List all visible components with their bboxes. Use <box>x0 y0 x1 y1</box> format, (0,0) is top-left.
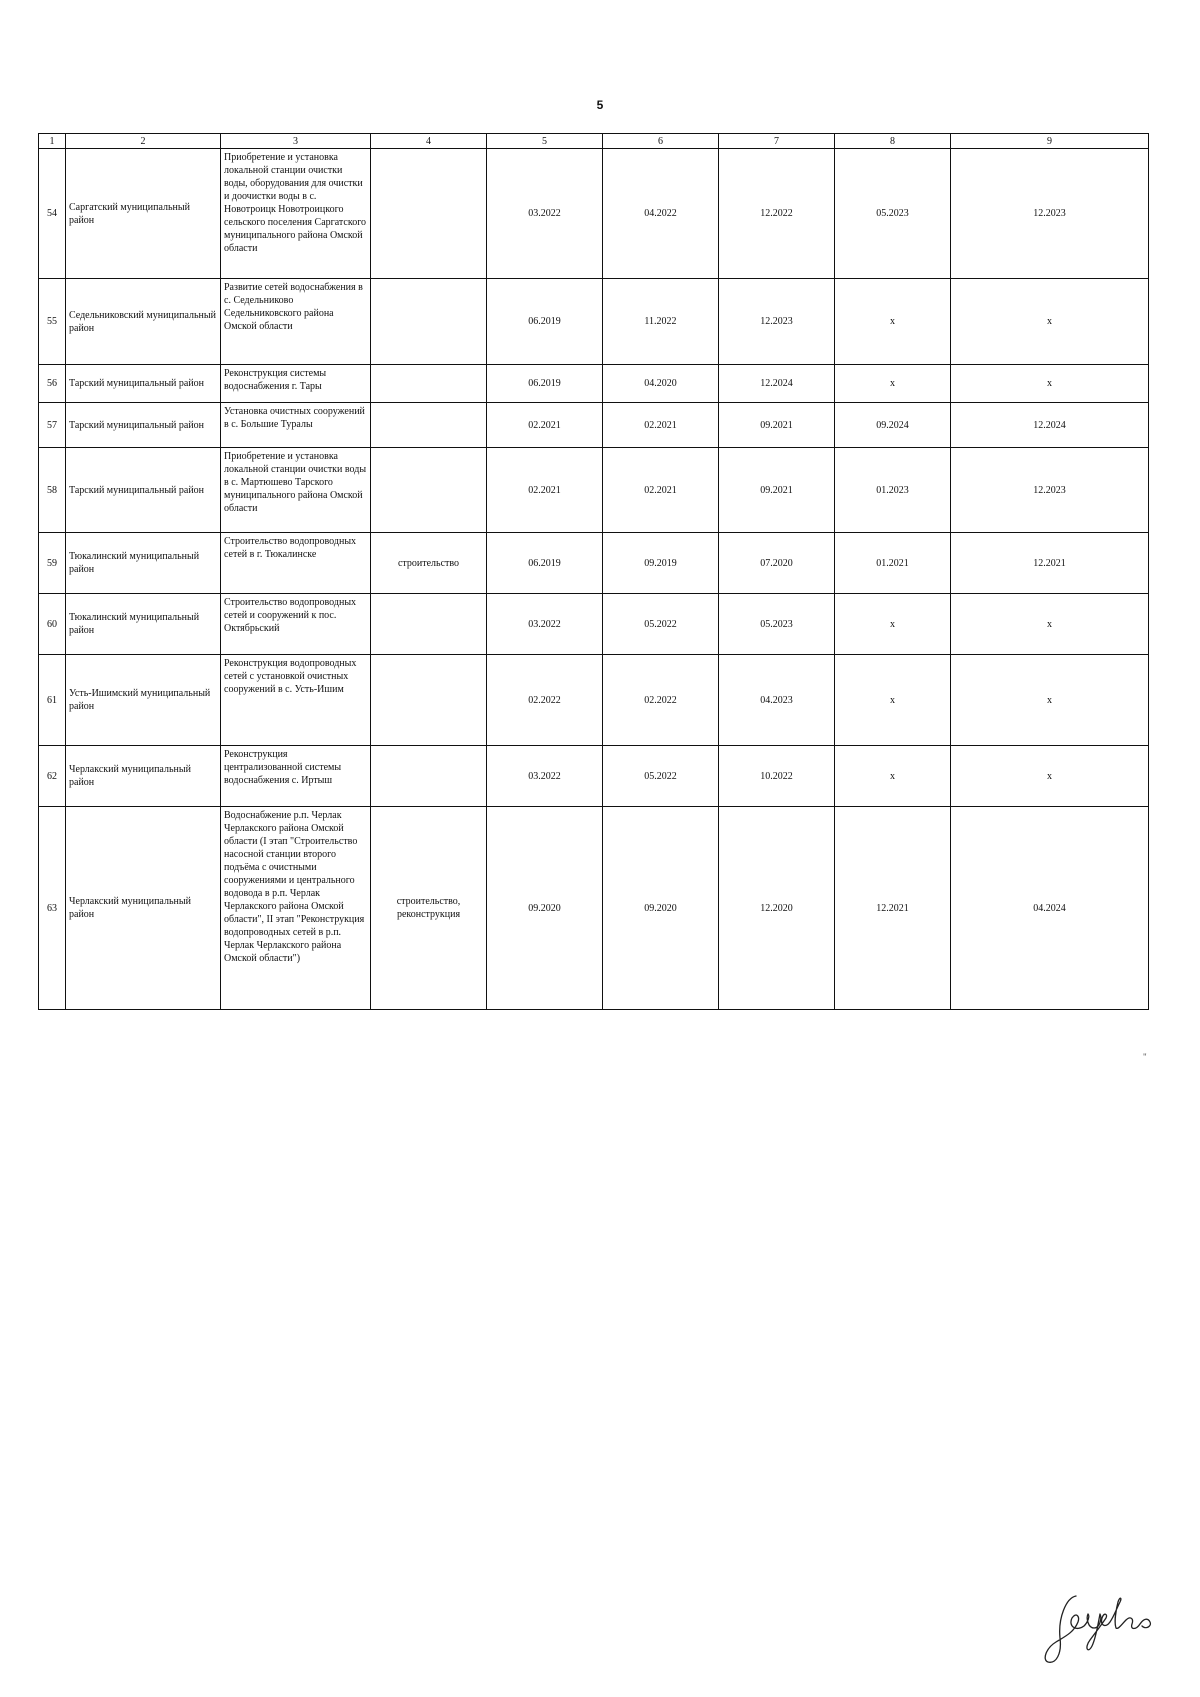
row-number: 57 <box>39 403 66 448</box>
date-cell: 09.2021 <box>719 403 835 448</box>
table-row <box>39 149 1149 279</box>
object-cell: Реконструкция системы водоснабжения г. Тары <box>221 365 371 403</box>
column-number: 2 <box>66 134 221 149</box>
row-number: 61 <box>39 655 66 746</box>
work-type-cell <box>371 149 487 279</box>
table-row <box>39 655 1149 746</box>
district-cell: Тарский муниципальный район <box>66 448 221 533</box>
district-cell: Усть-Ишимский муниципальный район <box>66 655 221 746</box>
row-number: 59 <box>39 533 66 594</box>
page-number: 5 <box>596 98 604 112</box>
column-number: 5 <box>487 134 603 149</box>
table-row <box>39 403 1149 448</box>
date-cell: 02.2022 <box>487 655 603 746</box>
date-cell: x <box>835 279 951 365</box>
work-type-cell <box>371 594 487 655</box>
row-number: 63 <box>39 807 66 1010</box>
date-cell: 02.2021 <box>603 403 719 448</box>
date-cell: x <box>835 365 951 403</box>
date-cell: 12.2021 <box>835 807 951 1010</box>
work-type-cell <box>371 403 487 448</box>
date-cell: 12.2020 <box>719 807 835 1010</box>
district-cell: Черлакский муниципальный район <box>66 807 221 1010</box>
date-cell: 09.2024 <box>835 403 951 448</box>
district-cell: Тюкалинский муниципальный район <box>66 594 221 655</box>
column-number: 4 <box>371 134 487 149</box>
work-type-cell <box>371 655 487 746</box>
date-cell: x <box>951 594 1149 655</box>
date-cell: 12.2024 <box>719 365 835 403</box>
date-cell: 12.2023 <box>719 279 835 365</box>
date-cell: 04.2024 <box>951 807 1149 1010</box>
work-type-cell <box>371 279 487 365</box>
row-number: 56 <box>39 365 66 403</box>
date-cell: 09.2021 <box>719 448 835 533</box>
date-cell: 04.2020 <box>603 365 719 403</box>
work-type-cell <box>371 448 487 533</box>
scan-mark: " <box>1143 1052 1147 1062</box>
date-cell: 12.2023 <box>951 149 1149 279</box>
date-cell: x <box>835 594 951 655</box>
work-type-cell <box>371 746 487 807</box>
row-number: 62 <box>39 746 66 807</box>
date-cell: 05.2022 <box>603 746 719 807</box>
district-cell: Седельниковский муниципальный район <box>66 279 221 365</box>
date-cell: 05.2023 <box>719 594 835 655</box>
date-cell: 01.2021 <box>835 533 951 594</box>
row-number: 54 <box>39 149 66 279</box>
work-type-cell <box>371 365 487 403</box>
table-row <box>39 279 1149 365</box>
row-number: 55 <box>39 279 66 365</box>
table-row <box>39 746 1149 807</box>
row-number: 58 <box>39 448 66 533</box>
date-cell: 06.2019 <box>487 533 603 594</box>
date-cell: 12.2024 <box>951 403 1149 448</box>
date-cell: 02.2021 <box>487 403 603 448</box>
object-cell: Приобретение и установка локальной станции очистки воды, оборудования для очистки и доочистки воды в с. Новотроицк Новотроицкого сельского поселения Саргатского муниципального района Омской области <box>221 149 371 279</box>
date-cell: 01.2023 <box>835 448 951 533</box>
table-row <box>39 448 1149 533</box>
date-cell: 09.2019 <box>603 533 719 594</box>
object-cell: Реконструкция централизованной системы водоснабжения с. Иртыш <box>221 746 371 807</box>
date-cell: 10.2022 <box>719 746 835 807</box>
date-cell: 05.2023 <box>835 149 951 279</box>
date-cell: 02.2022 <box>603 655 719 746</box>
date-cell: 12.2021 <box>951 533 1149 594</box>
date-cell: 02.2021 <box>487 448 603 533</box>
district-cell: Тарский муниципальный район <box>66 365 221 403</box>
work-type-cell: строительство, реконструкция <box>371 807 487 1010</box>
table-row <box>39 807 1149 1010</box>
column-number: 6 <box>603 134 719 149</box>
object-cell: Строительство водопроводных сетей и сооружений к пос. Октябрьский <box>221 594 371 655</box>
date-cell: x <box>951 365 1149 403</box>
object-cell: Водоснабжение р.п. Черлак Черлакского района Омской области (I этап "Строительство насосной станции второго подъёма с очистными сооружениями и центрального водовода в р.п. Черлак Черлакского района Омской области", II этап "Реконструкция водопроводных сетей в р.п. Черлак Черлакского района Омской области") <box>221 807 371 1010</box>
object-cell: Установка очистных сооружений в с. Большие Туралы <box>221 403 371 448</box>
work-type-cell: строительство <box>371 533 487 594</box>
column-number: 7 <box>719 134 835 149</box>
date-cell: 11.2022 <box>603 279 719 365</box>
date-cell: x <box>835 746 951 807</box>
district-cell: Черлакский муниципальный район <box>66 746 221 807</box>
handwritten-signature-icon <box>1036 1588 1166 1666</box>
date-cell: x <box>835 655 951 746</box>
date-cell: 04.2023 <box>719 655 835 746</box>
object-cell: Приобретение и установка локальной станции очистки воды в с. Мартюшево Тарского муниципального района Омской области <box>221 448 371 533</box>
district-cell: Саргатский муниципальный район <box>66 149 221 279</box>
date-cell: 06.2019 <box>487 365 603 403</box>
object-schedule-table <box>38 133 1149 1010</box>
column-number: 8 <box>835 134 951 149</box>
column-number: 9 <box>951 134 1149 149</box>
row-number: 60 <box>39 594 66 655</box>
table-row <box>39 594 1149 655</box>
date-cell: 06.2019 <box>487 279 603 365</box>
date-cell: 05.2022 <box>603 594 719 655</box>
date-cell: 03.2022 <box>487 149 603 279</box>
date-cell: 07.2020 <box>719 533 835 594</box>
object-cell: Реконструкция водопроводных сетей с установкой очистных сооружений в с. Усть-Ишим <box>221 655 371 746</box>
table-row <box>39 365 1149 403</box>
district-cell: Тюкалинский муниципальный район <box>66 533 221 594</box>
table-row <box>39 533 1149 594</box>
date-cell: 09.2020 <box>603 807 719 1010</box>
column-number: 3 <box>221 134 371 149</box>
date-cell: x <box>951 279 1149 365</box>
date-cell: 03.2022 <box>487 594 603 655</box>
date-cell: 12.2022 <box>719 149 835 279</box>
date-cell: 04.2022 <box>603 149 719 279</box>
object-cell: Развитие сетей водоснабжения в с. Седельниково Седельниковского района Омской области <box>221 279 371 365</box>
date-cell: x <box>951 655 1149 746</box>
date-cell: 12.2023 <box>951 448 1149 533</box>
column-number-row <box>39 134 1149 149</box>
date-cell: x <box>951 746 1149 807</box>
date-cell: 02.2021 <box>603 448 719 533</box>
column-number: 1 <box>39 134 66 149</box>
district-cell: Тарский муниципальный район <box>66 403 221 448</box>
date-cell: 09.2020 <box>487 807 603 1010</box>
date-cell: 03.2022 <box>487 746 603 807</box>
object-cell: Строительство водопроводных сетей в г. Тюкалинске <box>221 533 371 594</box>
